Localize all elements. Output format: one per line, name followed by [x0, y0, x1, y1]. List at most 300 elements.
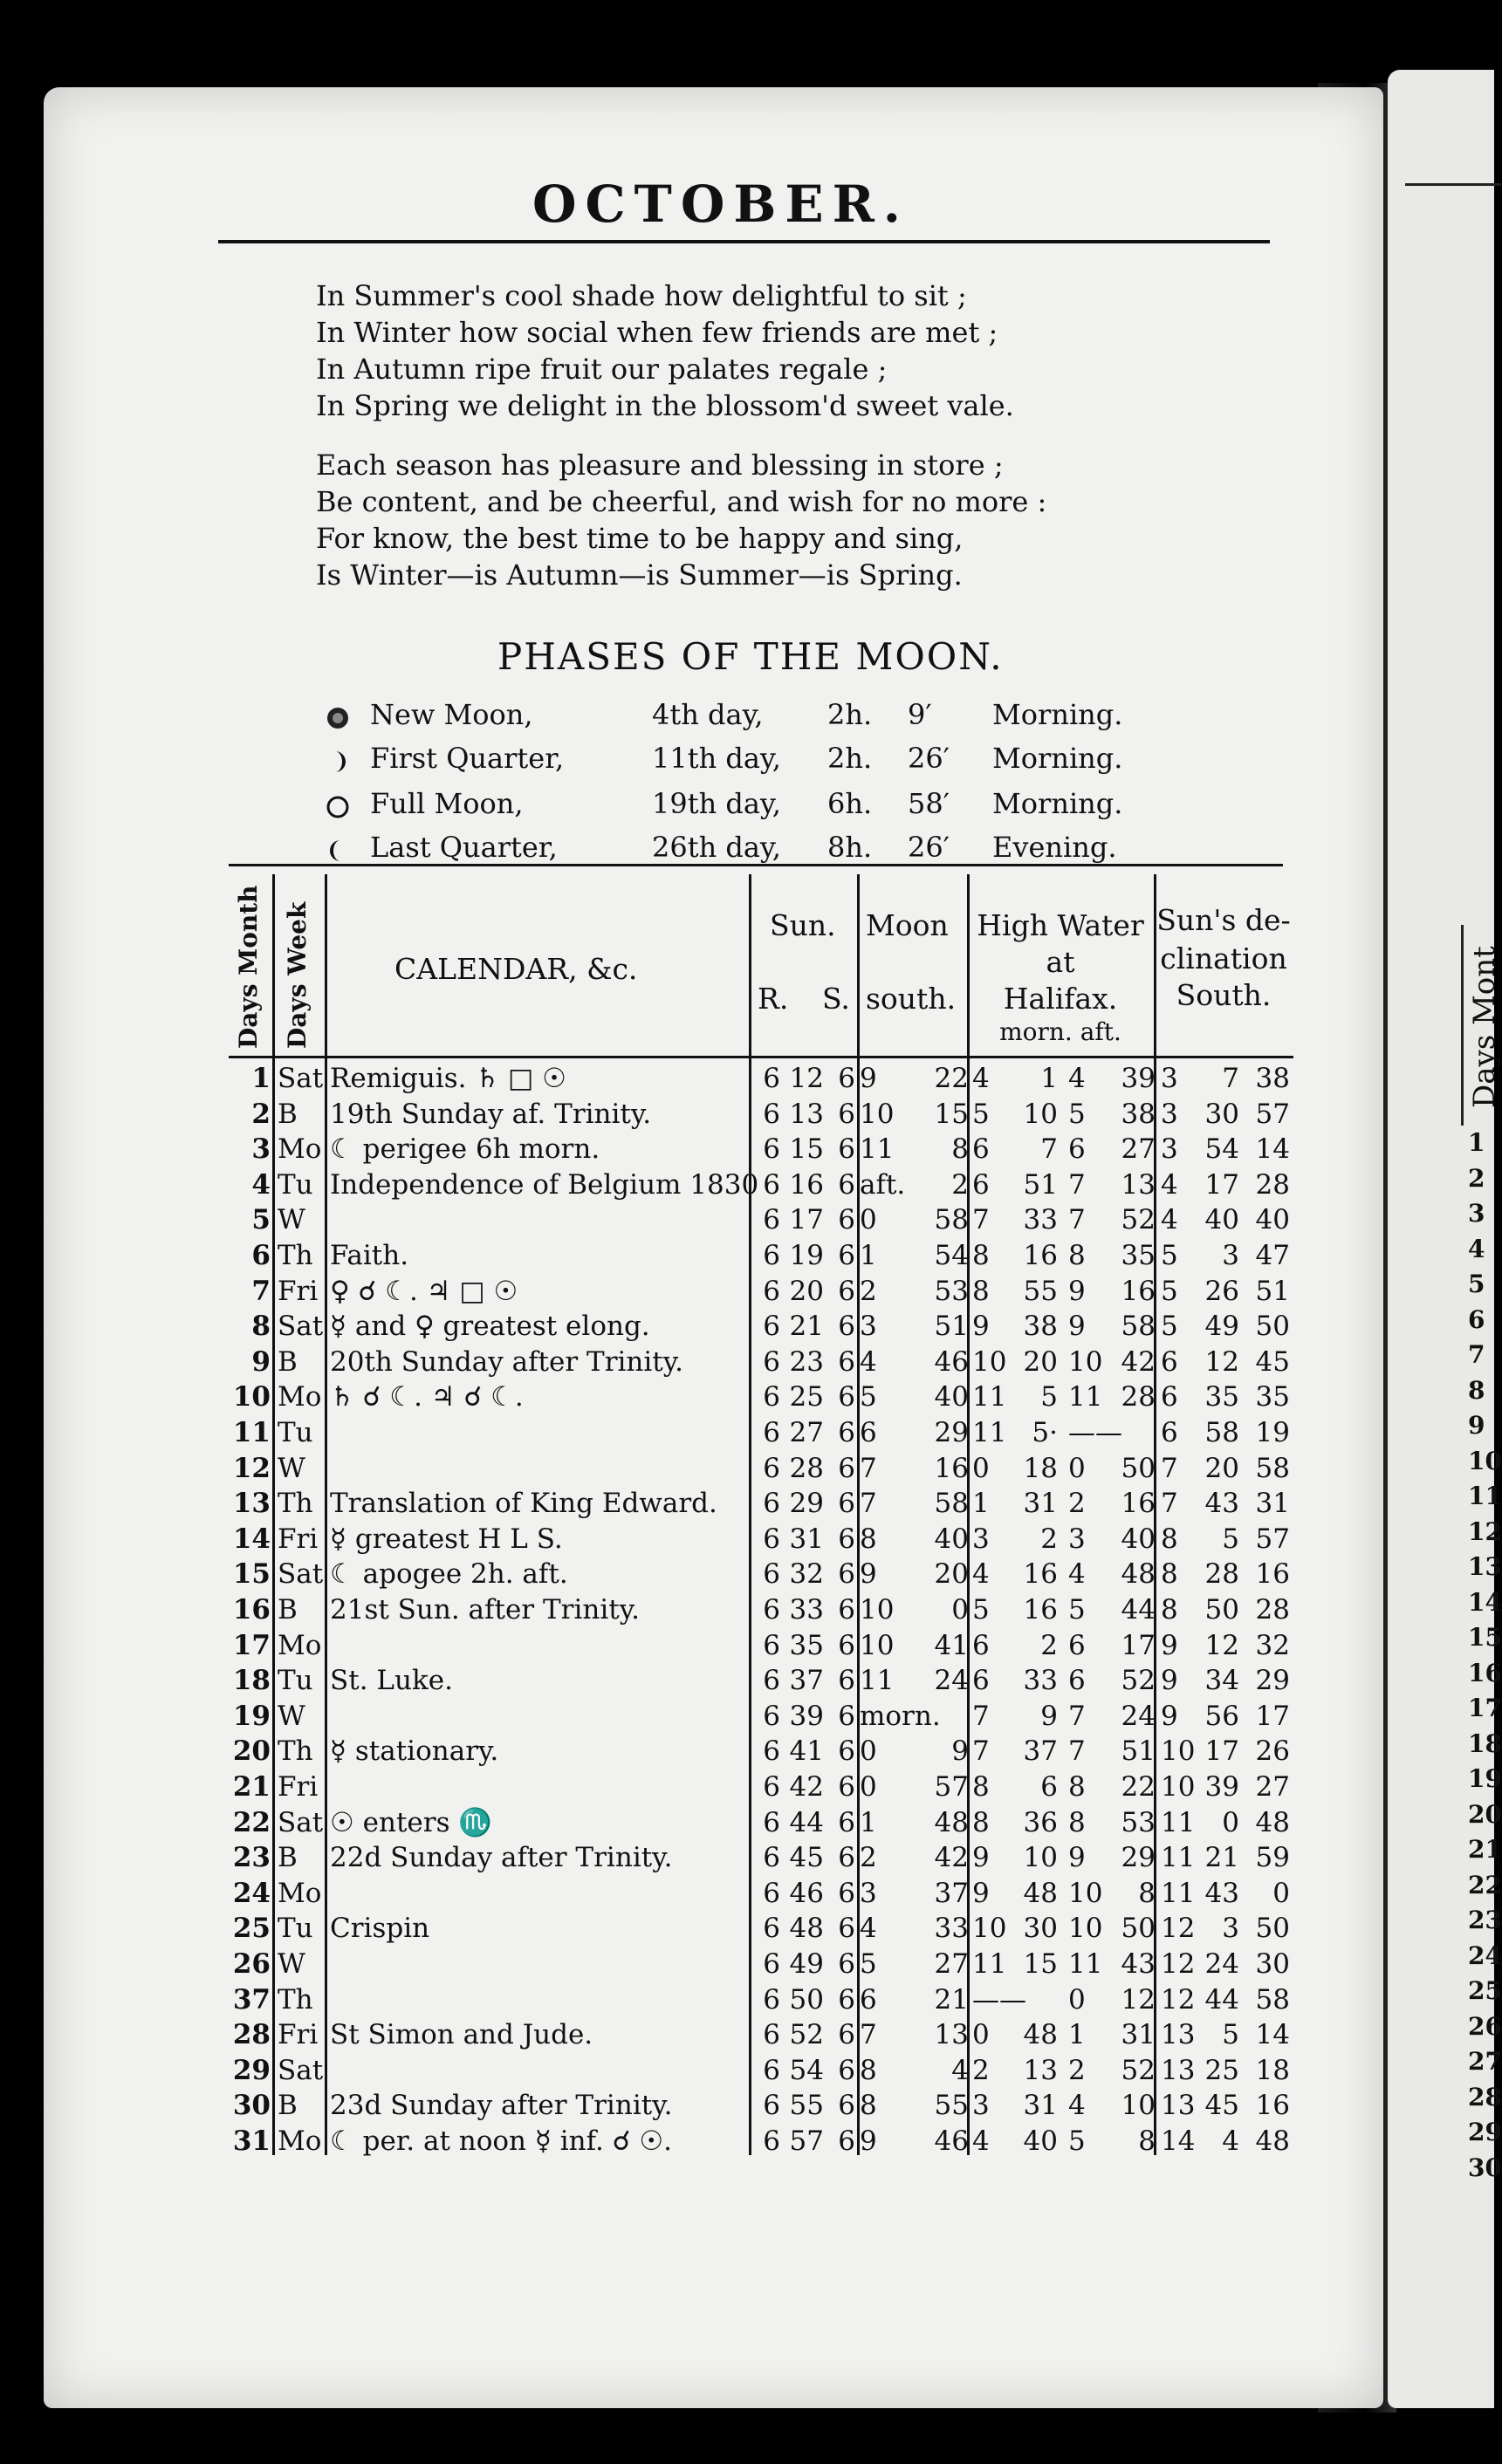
cell-sr: 6 [763, 1700, 780, 1732]
cell-sr: 6 [763, 1629, 780, 1661]
cell-mm: 8 [951, 1133, 969, 1166]
verse-line: In Summer's cool shade how delightful to sit ; [316, 279, 967, 312]
cell-m2: 27 [1121, 1133, 1156, 1166]
cell-dm: 45 [1204, 2090, 1239, 2122]
cell-sm: 20 [789, 1275, 824, 1307]
cell-sr: 6 [763, 1842, 780, 1874]
cell-mh: 5 [860, 1948, 877, 1980]
table-row [229, 1345, 1293, 1380]
cell-sm: 50 [789, 1983, 824, 2016]
table-row [229, 1309, 1293, 1345]
table-row [229, 1805, 1293, 1841]
cell-m1: 1 [1040, 1063, 1058, 1094]
cell-dd: 3 [1161, 1098, 1178, 1130]
cell-m1: 13 [1023, 2054, 1058, 2086]
cell-h2: 9 [1068, 1275, 1086, 1307]
cell-mh: 1 [860, 1240, 877, 1271]
cell-mh: 8 [860, 2054, 877, 2086]
cell-c: 21st Sun. after Trinity. [330, 1594, 640, 1626]
cell-dd: 11 [1161, 1877, 1196, 1909]
cell-h2: 7 [1068, 1204, 1086, 1236]
cell-dd: 6 [1161, 1417, 1178, 1448]
cell-sr: 6 [763, 1133, 780, 1166]
cell-dm: 25 [1204, 2054, 1239, 2086]
cell-mh: 10 [860, 1629, 895, 1661]
calendar-table [229, 874, 1293, 2157]
cell-h1: 0 [972, 1452, 990, 1484]
cell-d: 4 [251, 1168, 271, 1201]
adjacent-day-number: 24 [1468, 1940, 1502, 1970]
cell-h1: 8 [972, 1771, 990, 1803]
cell-m2: 58 [1121, 1311, 1156, 1343]
cell-h2: 9 [1068, 1311, 1086, 1343]
cell-m2: 51 [1121, 1735, 1156, 1768]
table-row [229, 1982, 1293, 2018]
cell-dm: 12 [1204, 1629, 1239, 1661]
cell-mm: 22 [934, 1063, 969, 1094]
table-row [229, 1415, 1293, 1451]
adjacent-page-days [1468, 1126, 1502, 2186]
cell-ss: 6 [838, 1168, 855, 1201]
cell-mh: 0 [860, 1735, 877, 1768]
cell-d: 3 [251, 1133, 271, 1166]
cell-h1: 10 [972, 1913, 1007, 1945]
cell-h2: 11 [1068, 1948, 1103, 1980]
cell-dd: 7 [1161, 1488, 1178, 1520]
cell-ss: 6 [838, 1452, 855, 1484]
cell-m1: 30 [1023, 1913, 1058, 1945]
cell-sr: 6 [763, 1735, 780, 1768]
table-row [229, 1167, 1293, 1203]
cell-mm: 0 [951, 1594, 969, 1626]
cell-dm: 7 [1222, 1063, 1239, 1094]
cell-m1: 48 [1023, 1877, 1058, 1909]
cell-mh: 8 [860, 2090, 877, 2122]
cell-sm: 25 [789, 1381, 824, 1413]
cell-mm: 9 [951, 1735, 969, 1768]
verse-line: In Autumn ripe fruit our palates regale ; [316, 352, 888, 386]
cell-w: B [278, 2090, 298, 2122]
cell-ds: 57 [1255, 1098, 1290, 1130]
cell-w: Th [278, 1983, 313, 2016]
cell-sr: 6 [763, 1381, 780, 1413]
cell-sr: 6 [763, 1558, 780, 1591]
cell-ss: 6 [838, 1523, 855, 1555]
cell-c: St. Luke. [330, 1665, 453, 1697]
verse-line: In Winter how social when few friends are met ; [316, 316, 998, 349]
table-row [229, 1769, 1293, 1805]
cell-ss: 6 [838, 1311, 855, 1343]
cell-d: 8 [251, 1311, 271, 1343]
cell-mm: 40 [934, 1523, 969, 1555]
cell-m1: 5 [1040, 1381, 1058, 1413]
cell-h1: 11 [972, 1948, 1007, 1980]
cell-dd: 9 [1161, 1665, 1178, 1697]
cell-sm: 31 [789, 1523, 824, 1555]
adjacent-day-number: 30 [1468, 2153, 1502, 2182]
cell-dm: 43 [1204, 1488, 1239, 1520]
cell-sr: 6 [763, 2090, 780, 2122]
cell-ds: 17 [1255, 1700, 1290, 1732]
cell-w: Sat [278, 1558, 324, 1591]
cell-dm: 58 [1204, 1417, 1239, 1448]
cell-w: W [278, 1204, 305, 1236]
cell-m1: 5· [1032, 1417, 1058, 1448]
adjacent-day-number: 17 [1468, 1694, 1502, 1722]
cell-mh: 11 [860, 1665, 895, 1697]
cell-ds: 48 [1255, 2125, 1290, 2157]
cell-sm: 32 [789, 1558, 824, 1591]
table-row [229, 1522, 1293, 1557]
table-row [229, 1379, 1293, 1415]
cell-ds: 16 [1255, 1558, 1290, 1591]
table-row [229, 1876, 1293, 1912]
cell-h1: 6 [972, 1665, 990, 1697]
verse-line: Is Winter—is Autumn—is Summer—is Spring. [316, 558, 963, 592]
cell-sm: 48 [789, 1913, 824, 1945]
cell-mh: 2 [860, 1842, 877, 1874]
table-row [229, 1238, 1293, 1274]
cell-dm: 39 [1204, 1771, 1239, 1803]
cell-m2: 44 [1121, 1594, 1156, 1626]
cell-m2: 31 [1121, 2019, 1156, 2051]
adjacent-day-number: 29 [1468, 2118, 1502, 2146]
cell-mh: 6 [860, 1417, 877, 1448]
cell-dd: 14 [1161, 2125, 1196, 2157]
adjacent-day-number: 1 [1468, 1128, 1485, 1157]
cell-c: ☾ apogee 2h. aft. [330, 1558, 568, 1591]
cell-dm: 40 [1204, 1204, 1239, 1236]
adjacent-day-number: 9 [1468, 1411, 1485, 1440]
cell-d: 1 [251, 1063, 271, 1094]
cell-mh: 10 [860, 1594, 895, 1626]
cell-h2: 7 [1068, 1168, 1086, 1201]
full-moon-icon [325, 794, 351, 820]
cell-dm: 43 [1204, 1877, 1239, 1909]
adjacent-day-number: 22 [1468, 1870, 1502, 1899]
cell-mm: 53 [934, 1275, 969, 1307]
cell-m1: 40 [1023, 2125, 1058, 2157]
cell-mh: 0 [860, 1204, 877, 1236]
cell-sm: 42 [789, 1771, 824, 1803]
cell-sr: 6 [763, 1275, 780, 1307]
cell-ds: 48 [1255, 1806, 1290, 1838]
adjacent-day-number: 4 [1468, 1234, 1485, 1263]
adjacent-day-number: 16 [1468, 1658, 1502, 1687]
cell-mm: 2 [951, 1168, 969, 1201]
cell-mm: 29 [934, 1417, 969, 1448]
cell-w: Mo [278, 1381, 322, 1413]
cell-m2: 50 [1121, 1913, 1156, 1945]
cell-h1: 8 [972, 1806, 990, 1838]
cell-dm: 34 [1204, 1665, 1239, 1697]
cell-mh: 1 [860, 1806, 877, 1838]
cell-m1: 16 [1023, 1594, 1058, 1626]
cell-ds: 50 [1255, 1311, 1290, 1343]
cell-w: Mo [278, 1877, 322, 1909]
cell-w: Tu [278, 1417, 313, 1448]
header-at: at [1046, 945, 1075, 979]
cell-ds: 47 [1255, 1240, 1290, 1271]
cell-ds: 16 [1255, 2090, 1290, 2122]
cell-sr: 6 [763, 1098, 780, 1130]
cell-dm: 50 [1204, 1594, 1239, 1626]
cell-m2: 8 [1138, 2125, 1156, 2157]
cell-dd: 9 [1161, 1629, 1178, 1661]
adjacent-day-number: 13 [1468, 1552, 1502, 1581]
cell-sm: 37 [789, 1665, 824, 1697]
cell-w: B [278, 1842, 298, 1874]
adjacent-day-number: 18 [1468, 1728, 1502, 1758]
cell-sm: 57 [789, 2125, 824, 2157]
header-moon: Moon [866, 908, 949, 942]
cell-dd: 13 [1161, 2019, 1196, 2051]
cell-d: 30 [232, 2090, 271, 2122]
cell-m2: 10 [1121, 2090, 1156, 2122]
cell-ss: 6 [838, 1877, 855, 1909]
cell-w: Tu [278, 1913, 313, 1945]
cell-m1: 48 [1023, 2019, 1058, 2051]
table-row [229, 1557, 1293, 1592]
cell-dm: 4 [1222, 2125, 1239, 2157]
cell-sm: 33 [789, 1594, 824, 1626]
cell-m1: 33 [1023, 1665, 1058, 1697]
title-rule [218, 240, 1270, 243]
cell-sm: 45 [789, 1842, 824, 1874]
cell-w: Th [278, 1488, 313, 1520]
adjacent-day-number: 23 [1468, 1906, 1502, 1934]
new-moon-icon [325, 705, 351, 731]
cell-sr: 6 [763, 1240, 780, 1271]
table-row [229, 1663, 1293, 1699]
cell-m1: 36 [1023, 1806, 1058, 1838]
cell-m1: 16 [1023, 1558, 1058, 1591]
cell-dd: 8 [1161, 1558, 1178, 1591]
cell-dm: 49 [1204, 1311, 1239, 1343]
cell-sr: 6 [763, 2125, 780, 2157]
cell-dm: 20 [1204, 1452, 1239, 1484]
adjacent-day-number: 11 [1468, 1482, 1502, 1510]
cell-sr: 6 [763, 1311, 780, 1343]
cell-mm: 27 [934, 1948, 969, 1980]
cell-dm: 30 [1204, 1098, 1239, 1130]
cell-h2: 8 [1068, 1806, 1086, 1838]
cell-h2: 6 [1068, 1629, 1086, 1661]
cell-m1: 31 [1023, 1488, 1058, 1520]
cell-m2: 24 [1121, 1700, 1156, 1732]
cell-mm: 21 [934, 1983, 969, 2016]
cell-dd: 3 [1161, 1133, 1178, 1166]
cell-d: 11 [232, 1417, 271, 1448]
cell-ss: 6 [838, 2054, 855, 2086]
cell-m2: 8 [1138, 1877, 1156, 1909]
adjacent-page [1388, 70, 1502, 2408]
verse-stanza-2 [316, 447, 1046, 593]
cell-h2: 0 [1068, 1452, 1086, 1484]
cell-ds: 28 [1255, 1168, 1290, 1201]
page-title: OCTOBER. [532, 175, 909, 234]
cell-c: ☉ enters ♏ [330, 1806, 492, 1838]
cell-ss: 6 [838, 1735, 855, 1768]
cell-c: Remiguis. ♄ □ ☉ [330, 1063, 566, 1094]
cell-m2: 52 [1121, 1665, 1156, 1697]
cell-sr: 6 [763, 2019, 780, 2051]
cell-mm: 20 [934, 1558, 969, 1591]
cell-sr: 6 [763, 1806, 780, 1838]
cell-h2: 6 [1068, 1133, 1086, 1166]
cell-w: Mo [278, 2125, 322, 2157]
cell-d: 18 [232, 1665, 271, 1697]
cell-mh: 5 [860, 1381, 877, 1413]
header-sun-set: S. [822, 982, 850, 1016]
cell-sr: 6 [763, 1488, 780, 1520]
cell-c: ☿ and ♀ greatest elong. [330, 1311, 650, 1343]
cell-w: Tu [278, 1665, 313, 1697]
cell-m1: 51 [1023, 1168, 1058, 1201]
cell-m1: 9 [1040, 1700, 1058, 1732]
cell-sr: 6 [763, 2054, 780, 2086]
cell-c: ♀ ☌ ☾. ♃ □ ☉ [330, 1275, 518, 1307]
phases-title: PHASES OF THE MOON. [497, 635, 1004, 678]
cell-m2: 13 [1121, 1168, 1156, 1201]
cell-m2: 52 [1121, 1204, 1156, 1236]
cell-w: Fri [278, 2019, 319, 2051]
cell-sr: 6 [763, 1452, 780, 1484]
header-sun: Sun. [770, 908, 836, 942]
cell-h1: 11 [972, 1381, 1007, 1413]
cell-sr: 6 [763, 1204, 780, 1236]
cell-mh: 4 [860, 1913, 877, 1945]
cell-m2: 22 [1121, 1771, 1156, 1803]
cell-h1: 7 [972, 1700, 990, 1732]
cell-sm: 15 [789, 1133, 824, 1166]
cell-sr: 6 [763, 1913, 780, 1945]
cell-w: Fri [278, 1523, 319, 1555]
cell-mm: 46 [934, 2125, 969, 2157]
cell-sm: 23 [789, 1345, 824, 1378]
cell-mh: 9 [860, 1063, 877, 1094]
cell-d: 29 [232, 2054, 271, 2086]
header-declination-2: clination [1160, 941, 1287, 975]
cell-h2: 8 [1068, 1240, 1086, 1271]
cell-ds: 57 [1255, 1523, 1290, 1555]
cell-m2: 12 [1121, 1983, 1156, 2016]
cell-w: Mo [278, 1629, 322, 1661]
cell-sr: 6 [763, 1063, 780, 1094]
table-row [229, 1486, 1293, 1522]
adjacent-day-number: 25 [1468, 1976, 1502, 2005]
cell-m2: 40 [1121, 1523, 1156, 1555]
cell-ss: 6 [838, 1913, 855, 1945]
cell-sr: 6 [763, 1877, 780, 1909]
cell-ss: 6 [838, 1488, 855, 1520]
cell-sr: 6 [763, 1417, 780, 1448]
cell-sm: 44 [789, 1806, 824, 1838]
cell-ds: 27 [1255, 1771, 1290, 1803]
table-row [229, 1274, 1293, 1310]
cell-d: 10 [232, 1381, 271, 1413]
cell-mh: 2 [860, 1275, 877, 1307]
cell-dm: 0 [1222, 1806, 1239, 1838]
cell-mh: morn. [860, 1700, 941, 1732]
cell-ds: 18 [1255, 2054, 1290, 2086]
cell-h1: 8 [972, 1240, 990, 1271]
cell-sm: 39 [789, 1700, 824, 1732]
cell-dm: 17 [1204, 1168, 1239, 1201]
cell-sm: 52 [789, 2019, 824, 2051]
cell-m1: 15 [1023, 1948, 1058, 1980]
cell-ds: 26 [1255, 1735, 1290, 1768]
table-row [229, 1451, 1293, 1487]
verse-stanza-1 [316, 277, 1014, 424]
cell-m1: 10 [1023, 1842, 1058, 1874]
cell-mm: 33 [934, 1913, 969, 1945]
cell-dd: 10 [1161, 1735, 1196, 1768]
cell-dm: 26 [1204, 1275, 1239, 1307]
cell-mh: 7 [860, 2019, 877, 2051]
cell-c: Independence of Belgium 1830 [330, 1168, 759, 1201]
cell-d: 20 [232, 1735, 271, 1768]
cell-dd: 7 [1161, 1452, 1178, 1484]
cell-ss: 6 [838, 2019, 855, 2051]
cell-h2: 9 [1068, 1842, 1086, 1874]
cell-mh: 4 [860, 1345, 877, 1378]
cell-dm: 3 [1222, 1913, 1239, 1945]
cell-w: Sat [278, 1311, 324, 1343]
cell-mm: 24 [934, 1665, 969, 1697]
cell-sm: 19 [789, 1240, 824, 1271]
table-row [229, 1947, 1293, 1982]
cell-sm: 54 [789, 2054, 824, 2086]
cell-mh: 8 [860, 1523, 877, 1555]
cell-dm: 5 [1222, 1523, 1239, 1555]
table-row [229, 1734, 1293, 1769]
cell-mm: 54 [934, 1240, 969, 1271]
cell-h1: 7 [972, 1735, 990, 1768]
cell-m2: 42 [1121, 1345, 1156, 1378]
cell-sm: 21 [789, 1311, 824, 1343]
cell-ss: 6 [838, 1063, 855, 1094]
cell-h1: 3 [972, 2090, 990, 2122]
cell-c: ☿ stationary. [330, 1735, 499, 1768]
cell-w: Sat [278, 1063, 324, 1094]
cell-mm: 4 [951, 2054, 969, 2086]
table-row [229, 2088, 1293, 2124]
table-row [229, 2017, 1293, 2053]
adjacent-page-rule [1405, 183, 1501, 186]
cell-h1: 9 [972, 1877, 990, 1909]
cell-dd: 9 [1161, 1700, 1178, 1732]
header-halifax: Halifax. [1003, 982, 1118, 1016]
table-row [229, 1097, 1293, 1133]
cell-d: 19 [232, 1700, 271, 1732]
cell-h1: 6 [972, 1629, 990, 1661]
cell-h2: 2 [1068, 1488, 1086, 1520]
cell-ds: 32 [1255, 1629, 1290, 1661]
cell-dd: 11 [1161, 1842, 1196, 1874]
cell-c: Translation of King Edward. [330, 1488, 717, 1520]
cell-m1: 7 [1040, 1133, 1058, 1166]
cell-ss: 6 [838, 1240, 855, 1271]
cell-h1: 4 [972, 1558, 990, 1591]
cell-mm: 58 [934, 1488, 969, 1520]
verse-line: Each season has pleasure and blessing in store ; [316, 448, 1004, 482]
cell-sm: 55 [789, 2090, 824, 2122]
cell-mm: 37 [934, 1877, 969, 1909]
cell-mh: 6 [860, 1983, 877, 2016]
adjacent-day-number: 3 [1468, 1199, 1485, 1228]
cell-ss: 6 [838, 1345, 855, 1378]
